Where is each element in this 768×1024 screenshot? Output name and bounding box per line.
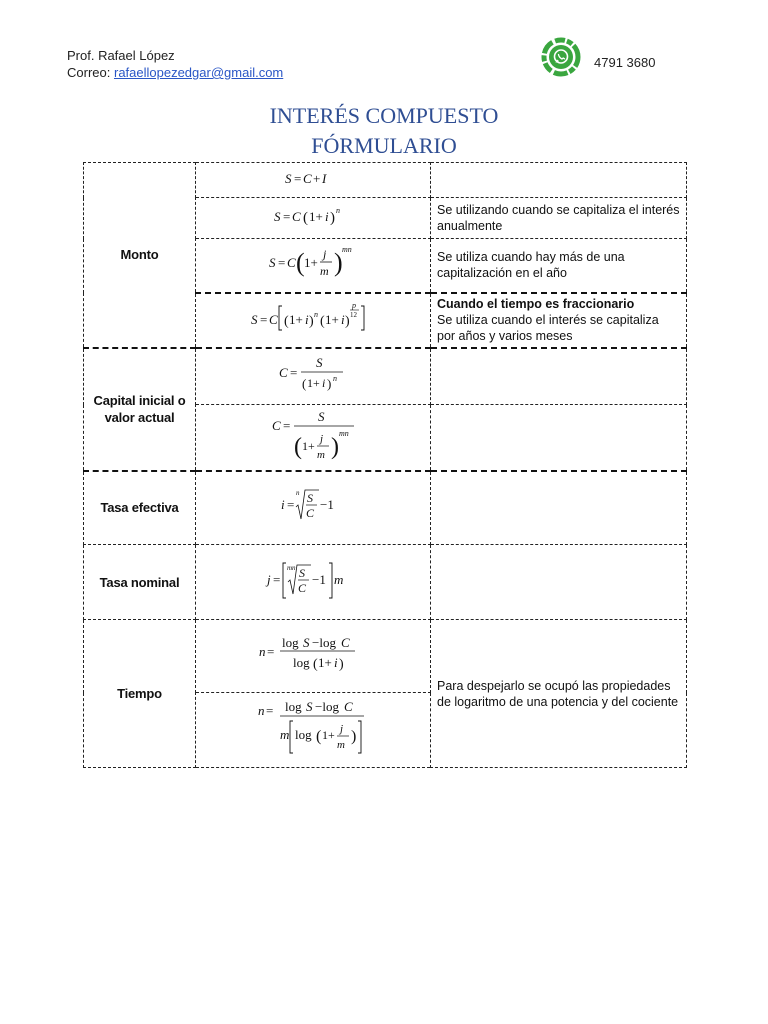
svg-text:−1: −1 [320,497,334,513]
svg-text:log: log [285,698,302,714]
formula-table [83,162,687,768]
svg-text:=: = [267,643,275,659]
formula-cell [196,545,431,620]
svg-text:S: S [274,208,281,224]
table-row [84,620,687,693]
svg-text:=: = [260,311,268,327]
svg-text:=: = [287,497,295,513]
formula-cell [196,471,431,545]
svg-text:mn: mn [287,563,296,572]
description-text: Se utiliza cuando el interés se capitaliza por años y varios meses [437,313,659,343]
svg-text:1+: 1+ [325,311,339,327]
section-label-tasa-nominal: Tasa nominal [84,545,196,620]
svg-text:C: C [272,417,281,433]
svg-text:S: S [306,698,313,714]
svg-text:): ) [309,313,314,329]
phone-number: 4791 3680 [594,55,656,70]
whatsapp-icon [540,36,582,78]
svg-text:i: i [334,654,338,670]
svg-text:−1: −1 [312,571,326,587]
svg-text:): ) [330,209,335,226]
svg-text:i: i [341,311,345,327]
formula-monto-anual [272,205,354,227]
svg-text:=: = [266,702,274,718]
svg-text:m: m [317,448,325,461]
formula-tiempo-capitalizacion [256,699,370,757]
svg-text:m: m [320,263,329,278]
svg-text:S: S [285,170,292,186]
description-cell [431,545,687,620]
svg-text:C: C [303,170,312,186]
svg-text:log: log [293,654,310,670]
svg-text:+: + [313,170,321,186]
svg-text:j: j [340,722,344,735]
svg-text:C: C [306,506,315,521]
formula-capital-anual [277,354,349,394]
svg-text:S: S [303,634,310,650]
svg-text:m: m [334,571,344,587]
email-link[interactable]: rafaellopezedgar@gmail.com [113,65,284,80]
svg-text:i: i [281,497,285,513]
svg-text:n: n [296,489,300,498]
svg-text:n: n [259,643,266,659]
header-contact [67,47,283,81]
formula-cell [196,163,431,198]
svg-text:): ) [351,727,357,745]
svg-text:1+: 1+ [302,438,315,453]
svg-text:C: C [287,254,296,270]
email-label: Correo: [67,65,111,80]
svg-text:): ) [334,247,343,277]
formula-monto-capitalizacion [267,243,359,283]
table-row [84,163,687,198]
table-row [84,471,687,545]
svg-text:1+: 1+ [318,654,332,670]
svg-text:j: j [320,432,324,445]
svg-text:log: log [295,726,312,742]
svg-text:m: m [280,726,290,742]
page-subtitle: FÓRMULARIO [311,133,457,158]
section-label-line: valor actual [104,410,175,425]
svg-text:): ) [327,375,332,391]
svg-text:−log: −log [315,698,339,714]
svg-text:(: ( [284,313,289,329]
svg-text:C: C [269,311,278,327]
svg-text:12: 12 [350,310,357,319]
svg-text:(: ( [320,313,325,329]
svg-text:j: j [267,571,271,587]
section-label-line: Capital inicial o [93,393,186,408]
formula-capital-capitalizacion [270,408,356,462]
svg-text:log: log [282,634,299,650]
svg-text:S: S [316,354,323,370]
formula-tiempo-anual [257,634,369,674]
description-cell: Para despejarlo se ocupó las propiedades de logaritmo de una potencia y del cociente [431,620,687,768]
formula-cell [196,239,431,293]
formula-cell [196,693,431,768]
formula-cell [196,620,431,693]
description-cell [431,293,687,348]
svg-text:n: n [314,309,318,319]
svg-text:m: m [337,738,345,751]
section-label-capital [84,348,196,471]
svg-text:I: I [322,170,327,186]
svg-text:1+: 1+ [307,375,320,390]
svg-text:i: i [305,311,309,327]
svg-text:1+: 1+ [322,727,335,742]
formula-tasa-nominal [265,558,361,602]
svg-text:S: S [307,491,313,506]
svg-text:mn: mn [339,428,349,438]
svg-text:S: S [318,408,325,424]
table-row [84,545,687,620]
email-line [67,64,283,81]
svg-text:p: p [352,300,356,310]
svg-text:(: ( [296,247,305,277]
formula-monto-simple [283,169,343,187]
svg-text:S: S [251,311,258,327]
description-cell [431,405,687,471]
svg-text:n: n [336,205,340,215]
svg-text:): ) [339,656,344,672]
description-title: Cuando el tiempo es fraccionario [437,297,635,311]
description-cell: Se utiliza cuando hay más de una capitalización en el año [431,239,687,293]
section-label-tasa-efectiva: Tasa efectiva [84,471,196,545]
formula-cell [196,348,431,405]
section-label-tiempo: Tiempo [84,620,196,768]
svg-text:n: n [258,702,265,718]
svg-text:−log: −log [312,634,336,650]
formula-cell [196,405,431,471]
author-name: Prof. Rafael López [67,48,175,63]
description-cell: Se utilizando cuando se capitaliza el interés anualmente [431,198,687,239]
description-cell [431,471,687,545]
svg-text:=: = [294,170,302,186]
svg-text:): ) [331,433,339,460]
svg-text:C: C [279,364,288,380]
svg-text:(: ( [313,656,318,672]
svg-text:1+: 1+ [309,208,323,224]
svg-text:mn: mn [342,244,352,254]
svg-text:C: C [298,580,307,595]
formula-cell [196,293,431,348]
svg-text:j: j [323,246,327,261]
svg-text:=: = [283,208,291,224]
svg-text:=: = [290,364,298,380]
svg-text:i: i [325,208,329,224]
formula-cell [196,198,431,239]
section-label-monto: Monto [84,163,196,348]
svg-text:=: = [283,417,291,433]
formula-tasa-efectiva [279,485,347,525]
svg-text:(: ( [303,209,308,226]
svg-text:=: = [278,254,286,270]
svg-text:(: ( [294,433,302,460]
svg-text:i: i [322,375,326,390]
svg-text:C: C [344,698,353,714]
svg-text:S: S [269,254,276,270]
svg-text:n: n [333,373,337,383]
svg-text:1+: 1+ [304,254,318,270]
svg-text:C: C [341,634,350,650]
page-title: INTERÉS COMPUESTO [269,103,499,128]
description-cell [431,163,687,198]
table-row [84,348,687,405]
formula-monto-fraccionario [249,298,377,338]
svg-text:1+: 1+ [289,311,303,327]
svg-text:=: = [273,571,281,587]
description-cell [431,348,687,405]
svg-text:(: ( [302,375,307,391]
svg-text:C: C [292,208,301,224]
svg-text:): ) [345,313,350,329]
svg-text:(: ( [316,727,322,745]
svg-text:S: S [299,565,305,580]
